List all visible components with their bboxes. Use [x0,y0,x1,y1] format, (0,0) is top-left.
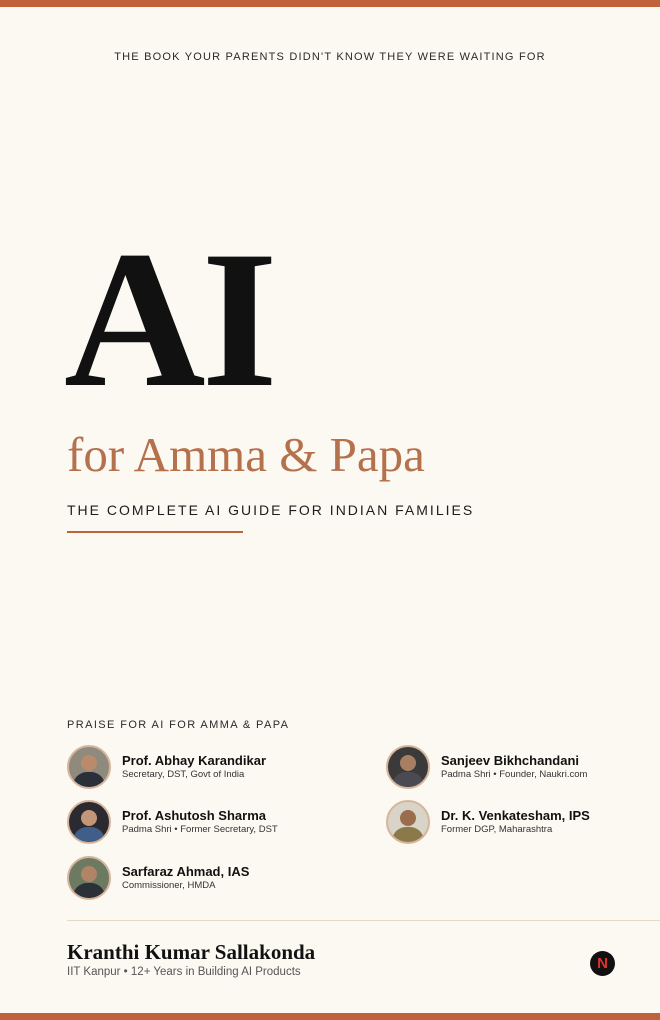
publisher-logo-letter: N [597,955,608,972]
endorser-photo [67,745,111,789]
cover-tagline: THE BOOK YOUR PARENTS DIDN'T KNOW THEY WERE WAITING FOR [114,51,546,63]
endorser-abhay-karandikar [67,745,337,789]
endorser-role: Padma Shri • Former Secretary, DST [122,824,278,835]
endorser-photo [386,745,430,789]
endorser-k-venkatesham [386,800,656,844]
praise-heading: PRAISE FOR AI FOR AMMA & PAPA [67,719,290,731]
top-accent-bar [0,0,660,7]
endorser-role: Commissioner, HMDA [122,880,216,891]
endorser-ashutosh-sharma [67,800,337,844]
accent-divider [67,531,243,533]
endorser-sarfaraz-ahmad [67,856,337,900]
endorser-name: Prof. Ashutosh Sharma [122,808,266,823]
footer-divider [67,920,660,921]
endorser-role: Former DGP, Maharashtra [441,824,553,835]
endorser-photo [386,800,430,844]
author-name: Kranthi Kumar Sallakonda [67,940,316,964]
bottom-accent-bar [0,1013,660,1020]
endorser-name: Prof. Abhay Karandikar [122,753,267,768]
endorser-photo [67,800,111,844]
endorser-name: Sanjeev Bikhchandani [441,753,579,768]
book-subtitle: for Amma & Papa [67,427,425,482]
endorser-photo [67,856,111,900]
publisher-logo-icon [590,951,615,976]
book-title: AI [64,211,274,428]
book-guide-line: THE COMPLETE AI GUIDE FOR INDIAN FAMILIES [67,502,475,518]
endorser-name: Sarfaraz Ahmad, IAS [122,864,250,879]
endorser-role: Padma Shri • Founder, Naukri.com [441,769,588,780]
author-credentials: IIT Kanpur • 12+ Years in Building AI Products [67,966,301,978]
endorser-role: Secretary, DST, Govt of India [122,769,245,780]
endorser-name: Dr. K. Venkatesham, IPS [441,808,590,823]
endorser-sanjeev-bikhchandani [386,745,656,789]
